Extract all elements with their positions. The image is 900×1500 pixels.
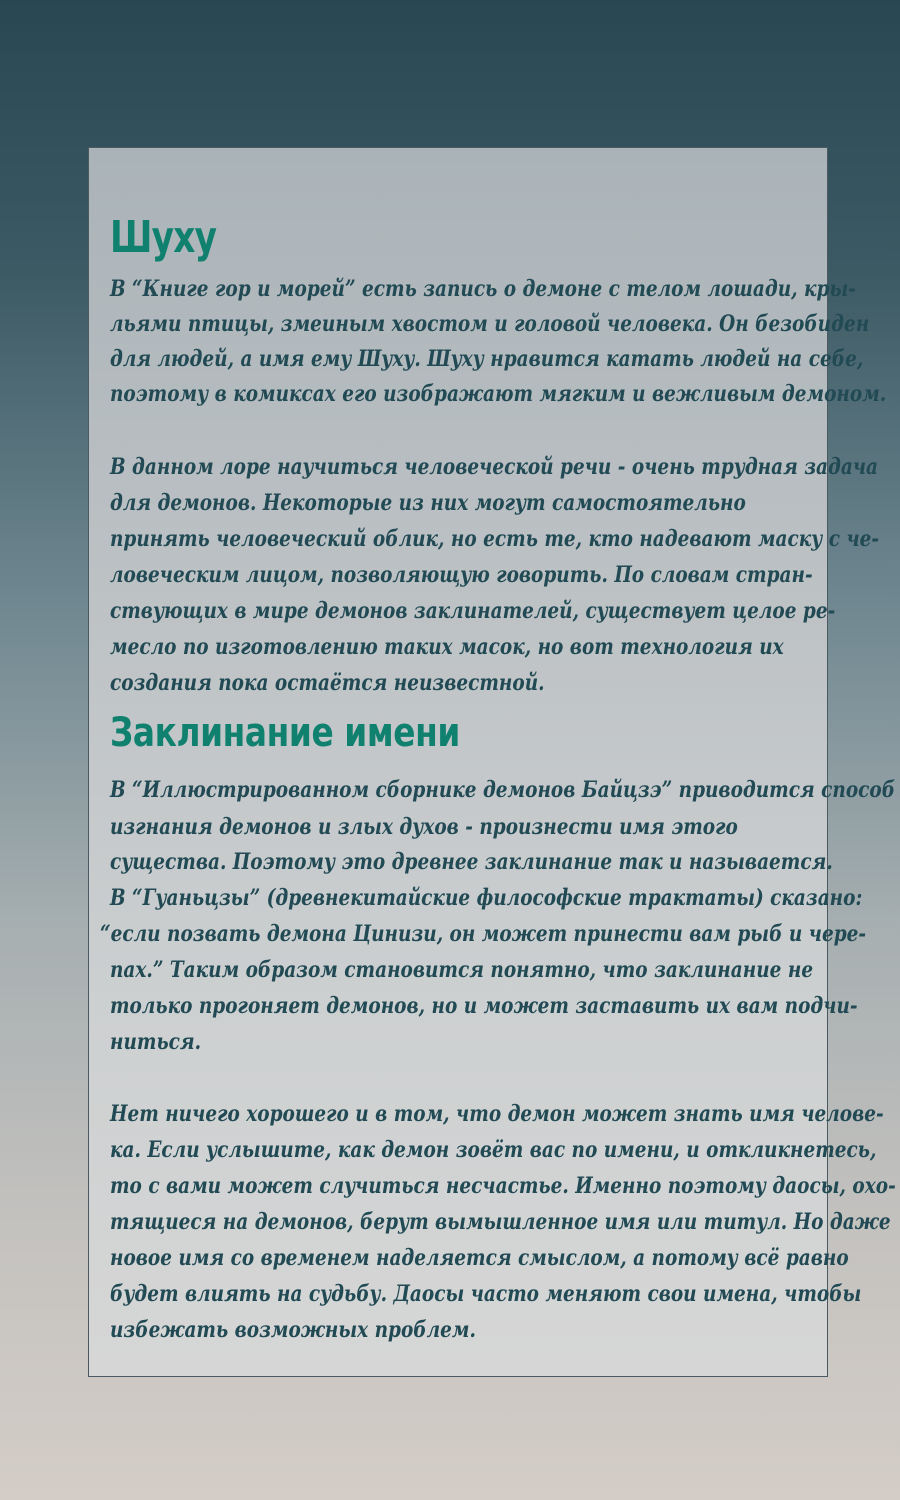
text-line: ниться. xyxy=(110,1029,202,1055)
text-line: ка. Если услышите, как демон зовёт вас по имени, и откликнетесь, xyxy=(110,1137,877,1163)
text-line: В “Гуаньцзы” (древнекитайские философские трактаты) сказано: xyxy=(110,885,863,911)
text-line: льями птицы, змеиным хвостом и головой человека. Он безобиден xyxy=(110,311,870,337)
text-line: месло по изготовлению таких масок, но вот технология их xyxy=(110,634,784,660)
text-line: Нет ничего хорошего и в том, что демон может знать имя челове- xyxy=(110,1101,884,1127)
text-line: избежать возможных проблем. xyxy=(110,1317,476,1343)
text-line: тящиеся на демонов, берут вымышленное имя или титул. Но даже xyxy=(110,1209,891,1235)
text-line: изгнания демонов и злых духов - произнести имя этого xyxy=(110,814,738,840)
text-line: В данном лоре научиться человеческой речи - очень трудная задача xyxy=(110,454,879,480)
text-line: существа. Поэтому это древнее заклинание так и называется. xyxy=(110,849,833,875)
text-line: пах.” Таким образом становится понятно, что заклинание не xyxy=(110,957,814,983)
text-line: В “Иллюстрированном сборнике демонов Байцзэ” приводится способ xyxy=(110,777,896,803)
text-line: то с вами может случиться несчастье. Именно поэтому даосы, охо- xyxy=(110,1173,896,1199)
text-line: ствующих в мире демонов заклинателей, существует целое ре- xyxy=(110,598,836,624)
text-line: В “Книге гор и морей” есть запись о демоне с телом лошади, кры- xyxy=(110,276,856,302)
text-line: для демонов. Некоторые из них могут самостоятельно xyxy=(110,490,746,516)
text-line: “если позвать демона Цинизи, он может принести вам рыб и чере- xyxy=(100,921,867,947)
section-title-shuhu: Шуху xyxy=(110,212,217,263)
section-title-name-spell: Заклинание имени xyxy=(110,710,460,756)
text-line: поэтому в комиксах его изображают мягким и вежливым демоном. xyxy=(110,381,887,407)
text-line: создания пока остаётся неизвестной. xyxy=(110,670,545,696)
text-line: будет влиять на судьбу. Даосы часто меняют свои имена, чтобы xyxy=(110,1281,862,1307)
text-line: для людей, а имя ему Шуху. Шуху нравится катать людей на себе, xyxy=(110,346,864,372)
text-line: ловеческим лицом, позволяющую говорить. По словам стран- xyxy=(110,562,813,588)
text-line: новое имя со временем наделяется смыслом, а потому всё равно xyxy=(110,1245,849,1271)
text-line: принять человеческий облик, но есть те, кто надевают маску с че- xyxy=(110,526,880,552)
text-line: только прогоняет демонов, но и может заставить их вам подчи- xyxy=(110,993,858,1019)
